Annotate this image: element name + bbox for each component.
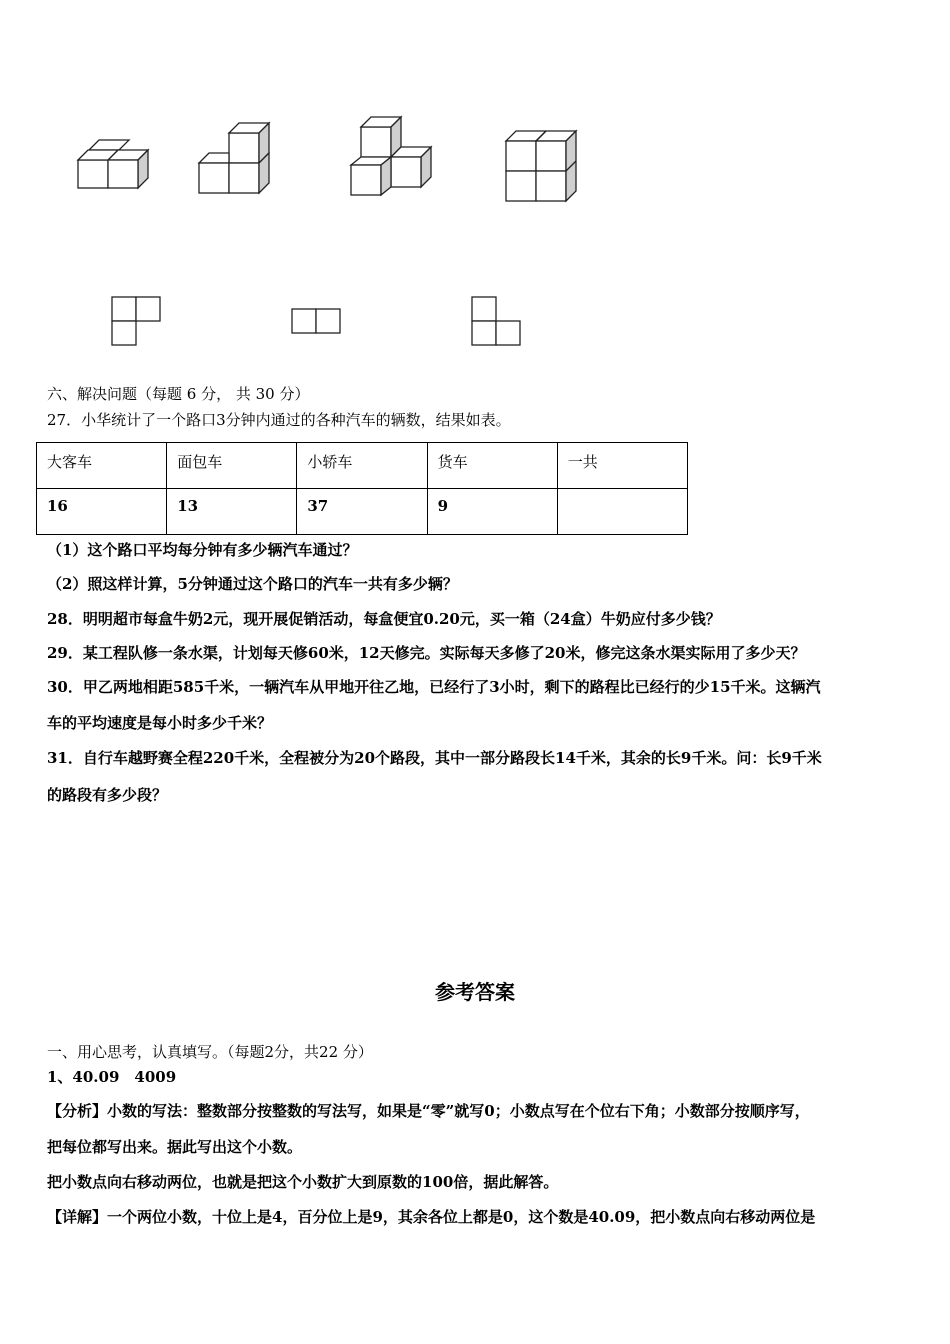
cube-stack-2 — [199, 123, 269, 193]
question-27: 27．小华统计了一个路口3分钟内通过的各种汽车的辆数，结果如表。 — [47, 411, 511, 429]
answers-section-1-heading: 一、用心思考，认真填写。（每题2分，共22 分） — [47, 1043, 373, 1061]
cube-stack-4 — [506, 131, 576, 201]
analysis-line-3: 把小数点向右移动两位，也就是把这个小数扩大到原数的100倍，据此解答。 — [47, 1173, 559, 1191]
view-shape-1 — [112, 297, 160, 345]
table-header-cell: 面包车 — [167, 443, 297, 489]
table-cell: 16 — [37, 489, 167, 535]
view-figures — [100, 290, 540, 352]
question-30-line-1: 30．甲乙两地相距585千米，一辆汽车从甲地开往乙地，已经行了3小时，剩下的路程比已经行的少15千米。这辆汽 — [47, 678, 821, 696]
view-shape-3 — [472, 297, 520, 345]
table-row — [37, 489, 688, 535]
table-header-cell: 大客车 — [37, 443, 167, 489]
question-31-line-2: 的路段有多少段？ — [47, 786, 168, 804]
question-27-part-1: （1）这个路口平均每分钟有多少辆汽车通过？ — [47, 541, 358, 559]
question-31-line-1: 31．自行车越野赛全程220千米，全程被分为20个路段，其中一部分路段长14千米，其余的长9千米。问：长9千米 — [47, 749, 822, 767]
answer-1: 1、40.09 4009 — [47, 1068, 177, 1086]
cube-figures — [60, 100, 600, 220]
analysis-line-2: 把每位都写出来。据此写出这个小数。 — [47, 1138, 303, 1156]
cube-stack-3 — [351, 117, 431, 195]
question-29: 29．某工程队修一条水渠，计划每天修60米，12天修完。实际每天多修了20米，修完这条水渠实际用了多少天？ — [47, 644, 806, 662]
question-28: 28．明明超市每盒牛奶2元，现开展促销活动，每盒便宜0.20元，买一箱（24盒）牛奶应付多少钱？ — [47, 610, 721, 628]
detail-line-1: 【详解】一个两位小数，十位上是4，百分位上是9，其余各位上都是0，这个数是40.09，把小数点向右移动两位是 — [47, 1208, 816, 1226]
question-30-line-2: 车的平均速度是每小时多少千米？ — [47, 714, 273, 732]
table-cell: 37 — [297, 489, 427, 535]
view-shape-2 — [292, 309, 340, 333]
table-header-cell: 小轿车 — [297, 443, 427, 489]
table-header-cell: 货车 — [427, 443, 557, 489]
table-header-cell: 一共 — [557, 443, 687, 489]
vehicle-count-table — [36, 442, 688, 535]
table-cell — [557, 489, 687, 535]
table-cell: 13 — [167, 489, 297, 535]
question-27-part-2: （2）照这样计算，5分钟通过这个路口的汽车一共有多少辆？ — [47, 575, 458, 593]
cube-stack-1 — [78, 140, 148, 188]
analysis-line-1: 【分析】小数的写法：整数部分按整数的写法写，如果是“零”就写0；小数点写在个位右下角；小数部分按顺序写， — [47, 1102, 810, 1120]
answers-title: 参考答案 — [435, 980, 515, 1004]
table-cell: 9 — [427, 489, 557, 535]
section-6-heading: 六、解决问题（每题 6 分， 共 30 分） — [47, 385, 310, 403]
table-header-row — [37, 443, 688, 489]
